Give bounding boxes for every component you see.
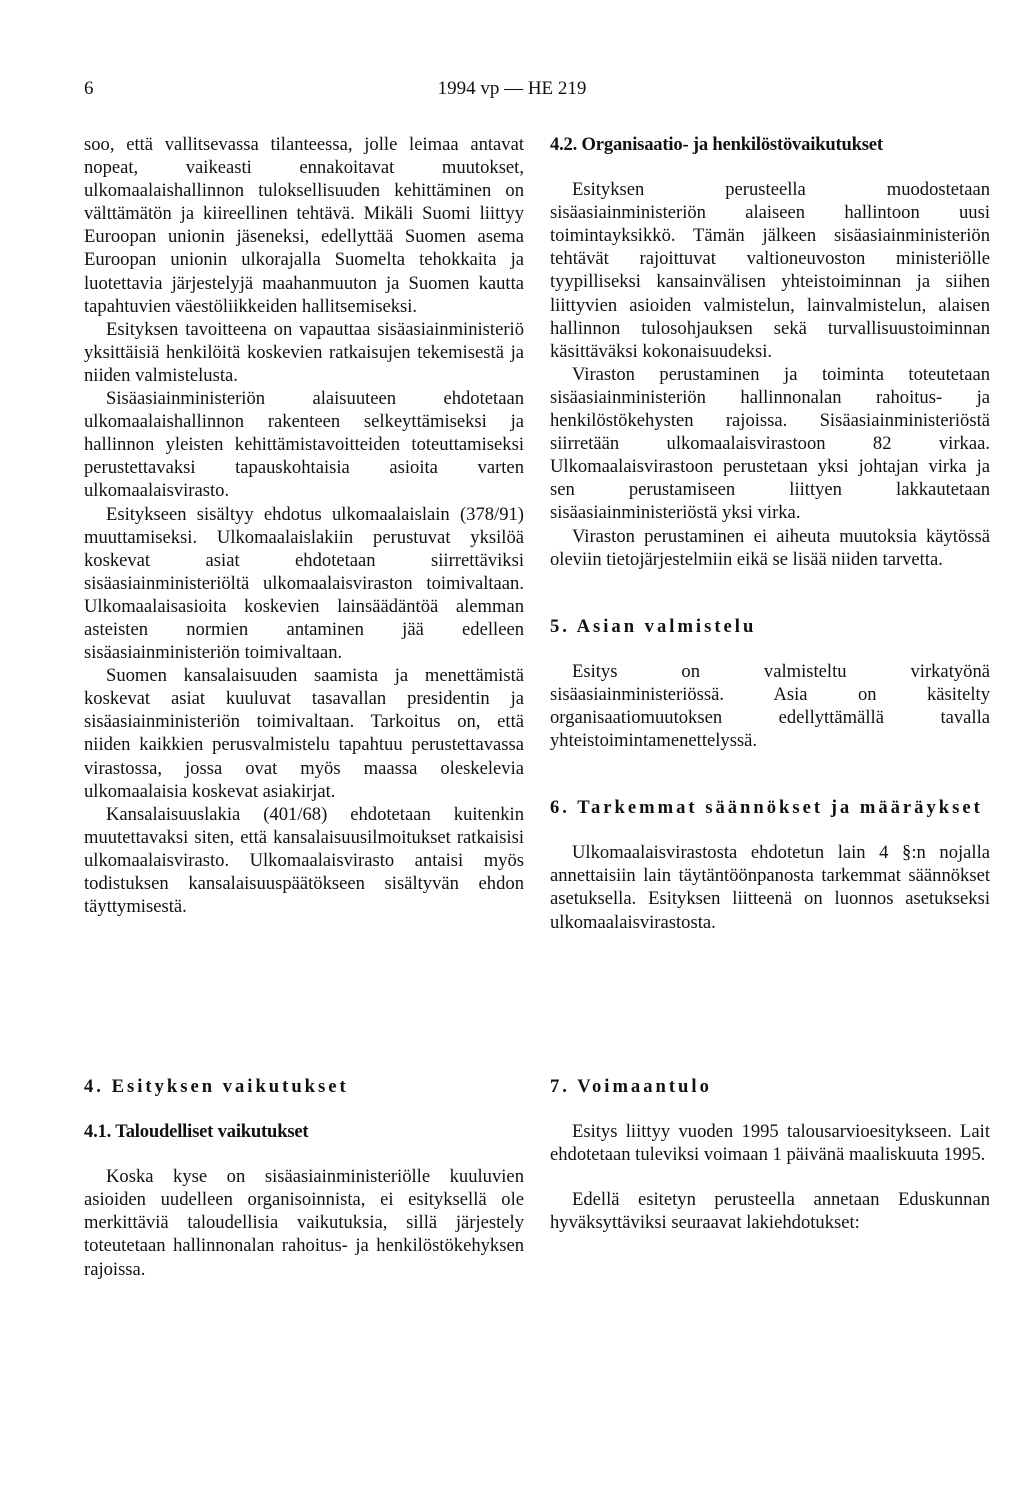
document-title: 1994 vp — HE 219 <box>437 78 587 99</box>
left-column <box>84 133 524 918</box>
section-heading-7: 7. Voimaantulo <box>550 1076 712 1097</box>
paragraph: Edellä esitetyn perusteella annetaan Eduskunnan hyväksyttäviksi seuraavat lakiehdotukset: <box>550 1189 990 1234</box>
paragraph: Viraston perustaminen ei aiheuta muutoksia käytössä oleviin tietojärjestelmiin eikä se lisää niiden tarvetta. <box>550 525 990 570</box>
right-column-bottom <box>550 1075 990 1234</box>
section-heading-6: 6. Tarkemmat säännökset ja määräykset <box>550 797 983 819</box>
section-heading-4: 4. Esityksen vaikutukset <box>84 1076 349 1097</box>
paragraph: soo, että vallitsevassa tilanteessa, jolle leimaa antavat nopeat, vaikeasti ennakoitavat muutokset, ulkomaalaishallinnon tuloksellisuuden kehittäminen on välttämätön ja kiireellinen tehtävä. Mikäli Suomi liittyy Euroopan unionin jäseneksi, edellyttää Suomen asema Euroopan unionin ulkorajalla Suomelta tehokkaita ja luotettavia järjestelyjä maahanmuuton ja Suomen kautta tapahtuvien väestöliikkeiden hallitsemiseksi. <box>84 134 524 317</box>
paragraph: Esitykseen sisältyy ehdotus ulkomaalaislain (378/91) muuttamiseksi. Ulkomaalaislakiin perustuvat yksilöä koskevat asiat ehdotetaan siirrettäviksi sisäasiainministeriöltä ulkomaalaisviraston toimivaltaan. Ulkomaalaisasioita koskevien lainsäädäntöä alemman asteisten normien antaminen jää edelleen sisäasiainministeriön toimivaltaan. <box>84 503 524 664</box>
paragraph: Esitys liittyy vuoden 1995 talousarvioesitykseen. Lait ehdotetaan tuleviksi voimaan 1 päivänä maaliskuuta 1995. <box>550 1121 990 1166</box>
paragraph: Esitys on valmisteltu virkatyönä sisäasiainministeriössä. Asia on käsitelty organisaatiomuutoksen edellyttämällä tavalla yhteistoimintamenettelyssä. <box>550 660 990 752</box>
page-header <box>84 76 940 102</box>
section-heading-5: 5. Asian valmistelu <box>550 615 757 637</box>
paragraph: Viraston perustaminen ja toiminta toteutetaan sisäasiainministeriön hallinnonalan rahoitus- ja henkilöstökehysten rajoissa. Sisäasiainministeriöstä siirretään ulkomaalaisvirastoon 82 virkaa. Ulkomaalaisvirastoon perustetaan yksi johtajan virka ja sen perustamiseen liittyen lakkautetaan sisäasiainministeriöstä yksi virka. <box>550 363 990 524</box>
paragraph: Esityksen tavoitteena on vapauttaa sisäasiainministeriö yksittäisiä henkilöitä koskevien ratkaisujen tekemisestä ja niiden valmistelusta. <box>84 318 524 386</box>
paragraph: Ulkomaalaisvirastosta ehdotetun lain 4 §:n nojalla annettaisiin lain täytäntöönpanosta tarkemmat säännökset asetuksella. Esityksen liitteenä on luonnos asetukseksi ulkomaalaisvirastosta. <box>550 842 990 933</box>
section-heading-4-2: 4.2. Organisaatio- ja henkilöstövaikutukset <box>550 134 883 155</box>
paragraph: Suomen kansalaisuuden saamista ja menettämistä koskevat asiat kuuluvat tasavallan presidentin ja sisäasiainministeriön toimivaltaan. Tarkoitus on, että niiden kaikkien perusvalmistelu tapahtuu perustettavassa virastossa, jossa ovat myös maassa oleskelevia ulkomaalaisia koskevat asiakirjat. <box>84 665 524 802</box>
right-column <box>550 133 990 934</box>
paragraph: Esityksen perusteella muodostetaan sisäasiainministeriön alaiseen hallintoon uusi toimintayksikkö. Tämän jälkeen sisäasiainministeriön tehtävät rajoittuvat valtioneuvoston ministeriölle tyypilliseksi kansainvälisen yhteistoiminnan ja siihen liittyvien asioiden valmistelun, lainvalmistelun, alaisen hallinnon tulosohjauksen sekä turvallisuustoiminnan käsittäväksi kokonaisuudeksi. <box>550 179 990 362</box>
page-number: 6 <box>84 78 94 99</box>
paragraph: Koska kyse on sisäasiainministeriölle kuuluvien asioiden uudelleen organisoinnista, ei esityksellä ole merkittäviä taloudellisia vaikutuksia, sillä järjestely toteutetaan hallinnonalan rahoitus- ja henkilöstökehyksen rajoissa. <box>84 1166 524 1280</box>
section-heading-4-1: 4.1. Taloudelliset vaikutukset <box>84 1121 309 1143</box>
paragraph: Kansalaisuuslakia (401/68) ehdotetaan kuitenkin muutettavaksi siten, että kansalaisuusilmoitukset ratkaisisi ulkomaalaisvirasto. Ulkomaalaisvirasto antaisi myös todistuksen kansalaisuuspäätökseen sisältyvän ehdon täyttymisestä. <box>84 803 524 918</box>
left-column-bottom <box>84 1075 524 1281</box>
paragraph: Sisäasiainministeriön alaisuuteen ehdotetaan ulkomaalaishallinnon rakenteen selkeyttämiseksi ja hallinnon yleisten kehittämistavoitteiden toteuttamiseksi perustettavaksi tapauskohtaisia asioita varten ulkomaalaisvirasto. <box>84 388 524 502</box>
